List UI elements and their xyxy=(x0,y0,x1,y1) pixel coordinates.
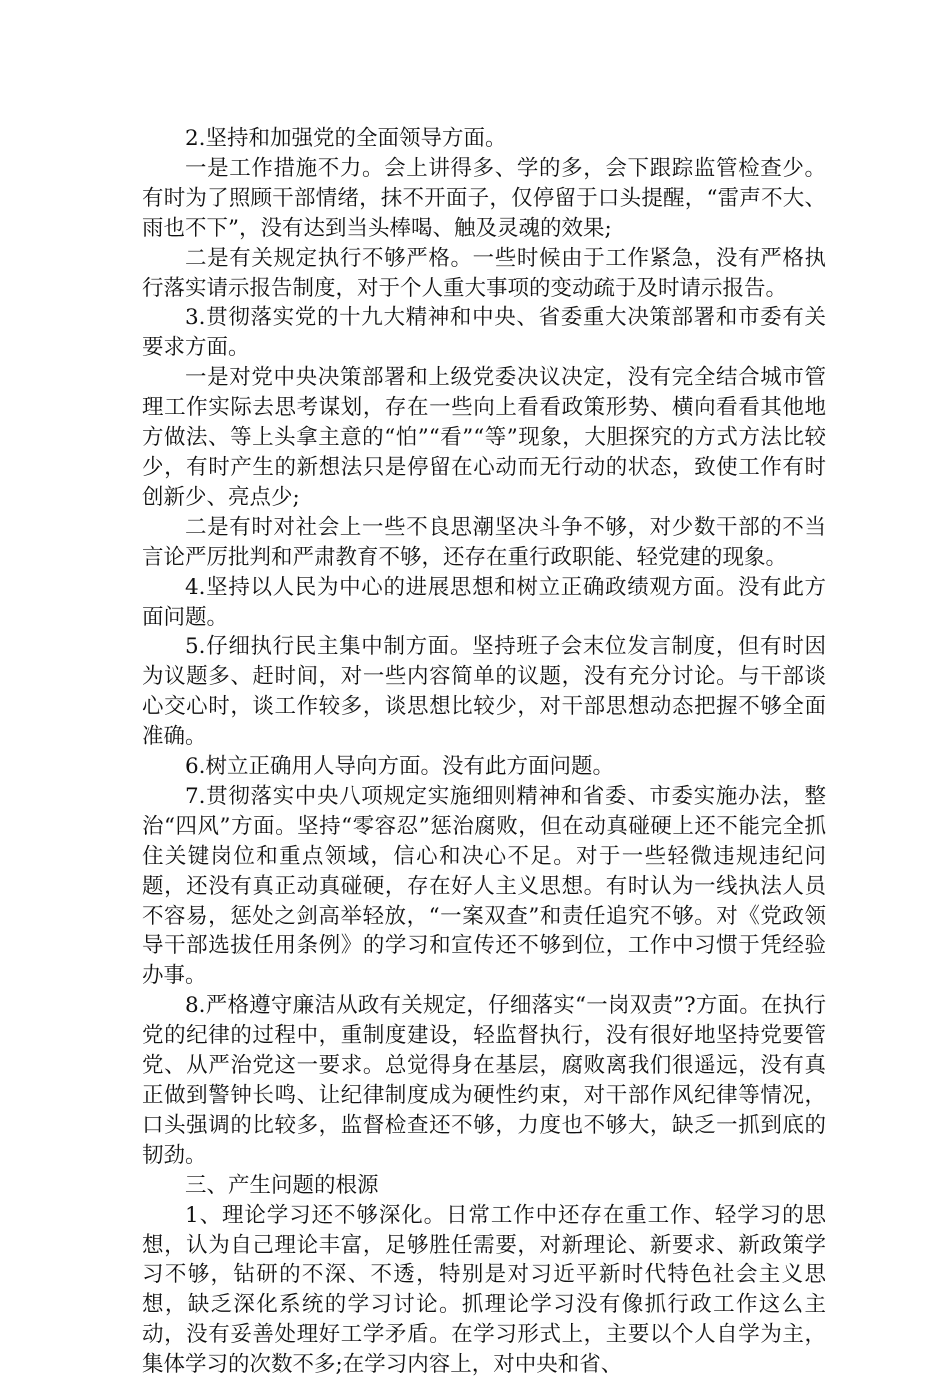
paragraph-heading-5: 5.仔细执行民主集中制方面。坚持班子会末位发言制度，但有时因为议题多、赶时间，对一些内容简单的议题，没有充分讨论。与干部谈心交心时，谈工作较多，谈思想比较少，对干部思想动态把握不够全面准确。 xyxy=(142,634,826,750)
paragraph-heading-3: 3.贯彻落实党的十九大精神和中央、省委重大决策部署和市委有关要求方面。 xyxy=(142,305,826,361)
paragraph-item-3a: 一是对党中央决策部署和上级党委决议决定，没有完全结合城市管理工作实际去思考谋划，存在一些向上看看政策形势、横向看看其他地方做法、等上头拿主意的“怕”“看”“等”现象，大胆探究的方式方法比较少，有时产生的新想法只是停留在心动而无行动的状态，致使工作有时创新少、亮点少; xyxy=(142,365,826,510)
document-body xyxy=(142,124,826,1380)
paragraph-heading-2: 2.坚持和加强党的全面领导方面。 xyxy=(185,126,507,151)
paragraph-heading-4: 4.坚持以人民为中心的进展思想和树立正确政绩观方面。没有此方面问题。 xyxy=(142,574,826,630)
paragraph-heading-6: 6.树立正确用人导向方面。没有此方面问题。 xyxy=(185,754,615,780)
section-heading-3: 三、产生问题的根源 xyxy=(185,1172,379,1198)
paragraph-heading-7: 7.贯彻落实中央八项规定实施细则精神和省委、市委实施办法，整治“四风”方面。坚持“零容忍”惩治腐败，但在动真碰硬上还不能完全抓住关键岗位和重点领域，信心和决心不足。对于一些轻微违规违纪问题，还没有真正动真碰硬，存在好人主义思想。有时认为一线执法人员不容易，惩处之剑高举轻放，“一案双查”和责任追究不够。对《党政领导干部选拔任用条例》的学习和宣传还不够到位，工作中习惯于凭经验办事。 xyxy=(142,783,826,989)
paragraph-item-1a: 一是工作措施不力。会上讲得多、学的多，会下跟踪监管检查少。有时为了照顾干部情绪，抹不开面子，仅停留于口头提醒，“雷声不大、雨也不下”，没有达到当头棒喝、触及灵魂的效果; xyxy=(142,155,826,241)
paragraph-heading-8: 8.严格遵守廉洁从政有关规定，仔细落实“一岗双责”?方面。在执行党的纪律的过程中，重制度建设，轻监督执行，没有很好地坚持党要管党、从严治党这一要求。总觉得身在基层，腐败离我们很遥远，没有真正做到警钟长鸣、让纪律制度成为硬性约束，对干部作风纪律等情况，口头强调的比较多，监督检查还不够，力度也不够大，缺乏一抓到底的韧劲。 xyxy=(142,993,826,1168)
paragraph-item-3b: 二是有时对社会上一些不良思潮坚决斗争不够，对少数干部的不当言论严厉批判和严肃教育不够，还存在重行政职能、轻党建的现象。 xyxy=(142,514,826,570)
paragraph-item-1b: 二是有关规定执行不够严格。一些时候由于工作紧急，没有严格执行落实请示报告制度，对于个人重大事项的变动疏于及时请示报告。 xyxy=(142,245,826,301)
paragraph-root-cause-1: 1、理论学习还不够深化。日常工作中还存在重工作、轻学习的思想，认为自己理论丰富，足够胜任需要，对新理论、新要求、新政策学习不够，钻研的不深、不透，特别是对习近平新时代特色社会主义思想，缺乏深化系统的学习讨论。抓理论学习没有像抓行政工作这么主动，没有妥善处理好工学矛盾。在学习形式上，主要以个人自学为主，集体学习的次数不多;在学习内容上，对中央和省、 xyxy=(142,1202,826,1378)
